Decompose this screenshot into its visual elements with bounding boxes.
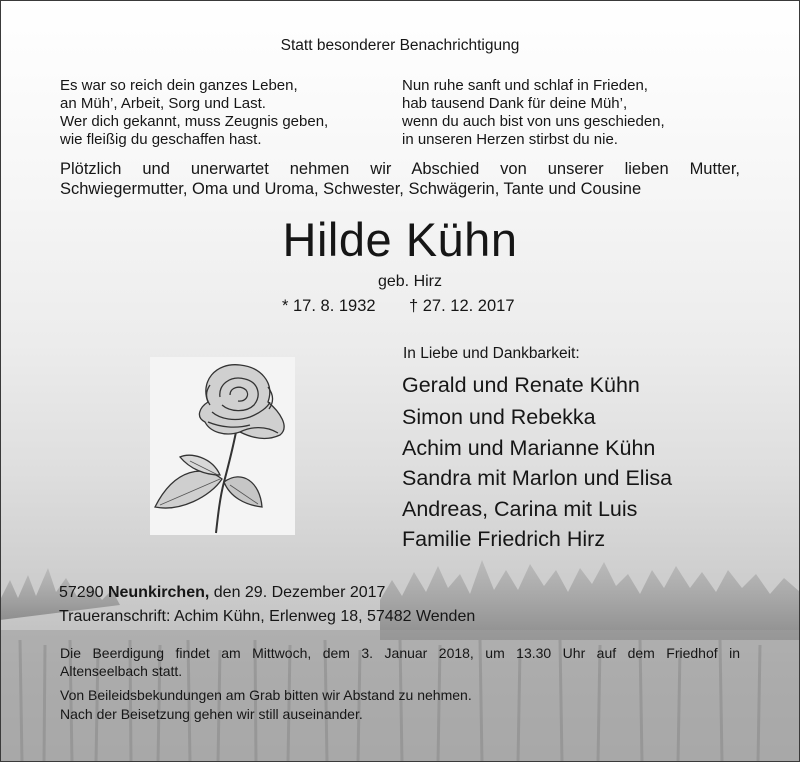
notice-header: Statt besonderer Benachrichtigung <box>280 37 520 54</box>
intro-line-2: Schwiegermutter, Oma und Uroma, Schwester, Schwägerin, Tante und Cousine <box>60 180 642 198</box>
mourner: Andreas, Carina mit Luis <box>402 497 638 521</box>
mourner: Simon und Rebekka <box>402 405 596 429</box>
verse-left <box>60 77 328 149</box>
place-and-date <box>59 584 385 602</box>
mourner: Familie Friedrich Hirz <box>402 527 606 551</box>
death-date: † 27. 12. 2017 <box>409 297 515 315</box>
birth-date: * 17. 8. 1932 <box>282 297 376 315</box>
funeral-line-1: Die Beerdigung findet am Mittwoch, dem 3. Januar 2018, um 13.30 Uhr auf dem Friedhof in <box>60 645 740 661</box>
mourner: Achim und Marianne Kühn <box>402 436 656 460</box>
verse-right-line: hab tausend Dank für deine Müh’, <box>402 95 628 112</box>
place-name: Neunkirchen, <box>107 584 210 601</box>
place-date: den 29. Dezember 2017 <box>213 584 386 601</box>
condolence-notice: Von Beileidsbekundungen am Grab bitten wir Abstand zu nehmen. <box>60 687 472 703</box>
burial-notice: Nach der Beisetzung gehen wir still auseinander. <box>60 706 363 722</box>
mourning-address: Traueranschrift: Achim Kühn, Erlenweg 18, 57482 Wenden <box>59 608 476 625</box>
verse-right-line: in unseren Herzen stirbst du nie. <box>402 131 618 148</box>
mourner: Sandra mit Marlon und Elisa <box>402 466 673 490</box>
maiden-name: geb. Hirz <box>377 273 443 290</box>
rose-icon-box <box>150 357 295 535</box>
verse-right <box>402 77 665 149</box>
place-zip: 57290 <box>59 584 104 601</box>
verse-left-line: Wer dich gekannt, muss Zeugnis geben, <box>60 113 329 130</box>
verse-left-line: wie fleißig du geschaffen hast. <box>60 131 262 148</box>
rose-icon <box>150 357 295 535</box>
funeral-info <box>60 645 740 680</box>
funeral-line-2: Altenseelbach statt. <box>60 662 183 679</box>
thanks-line: In Liebe und Dankbarkeit: <box>403 345 580 362</box>
verse-right-line: Nun ruhe sanft und schlaf in Frieden, <box>402 77 648 94</box>
verse-right-line: wenn du auch bist von uns geschieden, <box>402 113 665 130</box>
intro-line-1: Plötzlich und unerwartet nehmen wir Abschied von unserer lieben Mutter, <box>60 160 740 178</box>
verse-left-line: an Müh’, Arbeit, Sorg und Last. <box>60 95 266 112</box>
verse-left-line: Es war so reich dein ganzes Leben, <box>60 77 298 94</box>
mourner: Gerald und Renate Kühn <box>402 373 640 397</box>
deceased-name: Hilde Kühn <box>282 213 518 266</box>
